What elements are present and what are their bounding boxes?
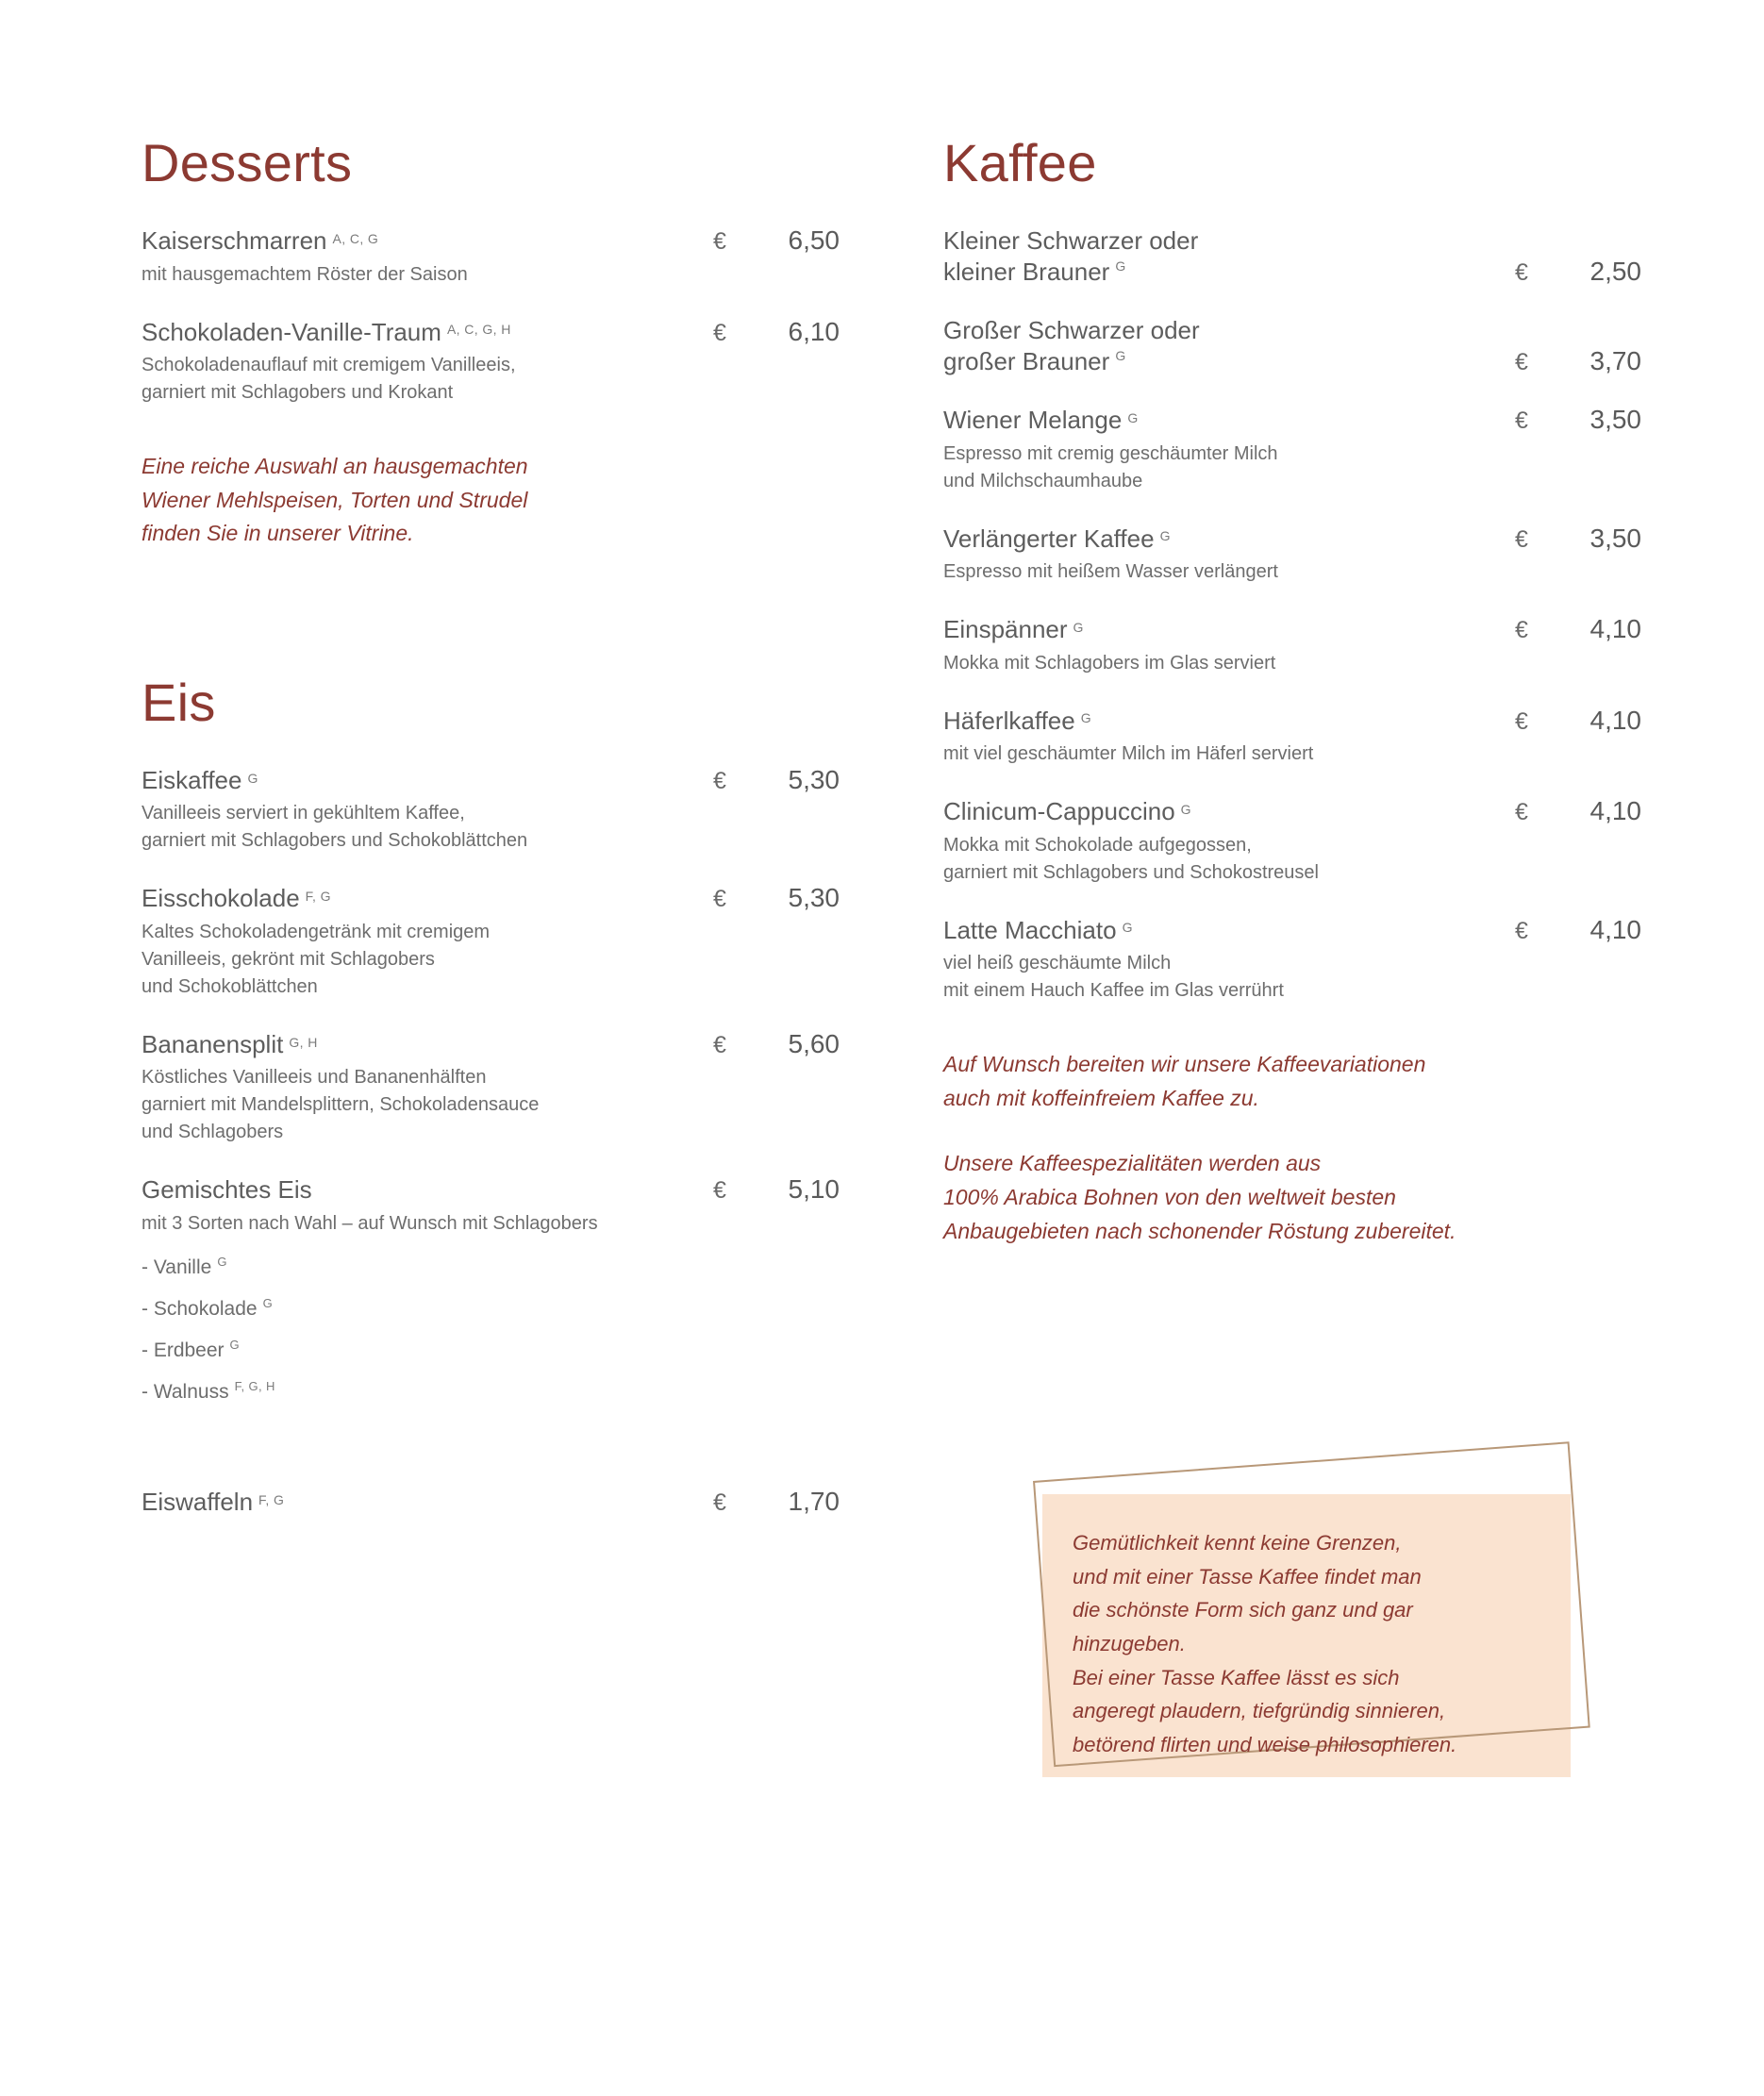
menu-item-description [141, 1210, 745, 1238]
allergen-codes: G [229, 1337, 241, 1352]
description-line: Köstliches Vanilleeis und Bananenhälften [141, 1067, 487, 1089]
currency-symbol: € [713, 1031, 726, 1058]
menu-item-name: Wiener Melange [943, 406, 1123, 434]
allergen-codes: G [1115, 347, 1126, 363]
allergen-codes: F, G [258, 1491, 285, 1507]
menu-item-head [141, 1487, 840, 1518]
quote-text [1073, 1526, 1554, 1761]
allergen-codes: G [1073, 619, 1084, 635]
menu-item-head [943, 796, 1641, 827]
flavor-option [141, 1338, 840, 1362]
menu-item [141, 317, 840, 408]
price-value: 1,70 [788, 1486, 840, 1516]
menu-item-name-wrap [141, 1174, 713, 1206]
menu-item-price [713, 765, 840, 795]
description-line: Schokoladenauflauf mit cremigem Vanilleeis, [141, 355, 516, 375]
menu-item-price [1515, 405, 1641, 435]
menu-item-price [1515, 524, 1641, 554]
price-value: 3,70 [1589, 346, 1641, 375]
description-line: und Schokoblättchen [141, 975, 318, 997]
menu-item [141, 883, 840, 1001]
menu-item-name: Verlängerter Kaffee [943, 524, 1155, 553]
currency-symbol: € [713, 1489, 726, 1516]
flavor-option [141, 1379, 840, 1404]
menu-item-description [943, 832, 1547, 887]
menu-item-name-line2 [943, 346, 1500, 377]
menu-item-head [943, 706, 1641, 737]
note-line: Anbaugebieten nach schonender Röstung zubereitet. [943, 1218, 1456, 1243]
price-value: 6,10 [788, 316, 840, 346]
menu-item-name: Schokoladen-Vanille-Traum [141, 317, 441, 346]
menu-item-name-wrap [943, 796, 1515, 827]
menu-item-description [141, 1064, 745, 1146]
menu-item [943, 405, 1641, 495]
section-eis [141, 672, 840, 1518]
price-value: 2,50 [1589, 257, 1641, 286]
menu-item-name-wrap [943, 706, 1515, 737]
menu-columns [141, 132, 1641, 1545]
description-line: garniert mit Schlagobers und Schokostreusel [943, 861, 1319, 883]
menu-item-name-line1: Großer Schwarzer oder [943, 316, 1200, 344]
currency-symbol: € [713, 228, 726, 255]
note-line: finden Sie in unserer Vitrine. [141, 521, 414, 546]
menu-item-name: Einspänner [943, 615, 1068, 643]
flavor-label: - Vanille [141, 1256, 212, 1278]
allergen-codes: G, H [289, 1034, 318, 1050]
page-title-desserts: Desserts [141, 133, 353, 192]
menu-item-head [141, 1029, 840, 1060]
menu-item-name-wrap [943, 524, 1515, 555]
currency-symbol: € [1515, 259, 1528, 286]
menu-item [141, 1174, 840, 1404]
menu-item-name-wrap [943, 405, 1515, 436]
price-value: 5,30 [788, 883, 840, 913]
currency-symbol: € [1515, 917, 1528, 944]
price-value: 5,30 [788, 764, 840, 794]
menu-item-head [141, 225, 840, 257]
menu-item-price [1515, 257, 1641, 287]
menu-item-name: Eisschokolade [141, 884, 300, 913]
allergen-codes: G [247, 770, 258, 786]
menu-item [943, 315, 1641, 376]
description-line: garniert mit Schlagobers und Krokant [141, 382, 454, 403]
desserts-note [141, 450, 840, 551]
description-line: Mokka mit Schokolade aufgegossen, [943, 834, 1252, 856]
quote-line: betörend flirten und weise philosophieren. [1073, 1732, 1457, 1756]
menu-item-price [713, 1029, 840, 1059]
menu-item-name-wrap [141, 317, 713, 348]
price-value: 3,50 [1589, 523, 1641, 553]
flavor-label: - Schokolade [141, 1297, 258, 1320]
currency-symbol: € [1515, 799, 1528, 825]
menu-item-name: Latte Macchiato [943, 915, 1117, 944]
menu-item-price [1515, 614, 1641, 644]
currency-symbol: € [713, 1177, 726, 1205]
currency-symbol: € [1515, 525, 1528, 553]
menu-item-head [943, 405, 1641, 436]
menu-item-name-wrap [943, 614, 1515, 645]
page-title-kaffee: Kaffee [943, 133, 1097, 192]
menu-item-name: Clinicum-Cappuccino [943, 797, 1175, 825]
price-value: 4,10 [1589, 796, 1641, 825]
allergen-codes: G [1115, 258, 1126, 274]
menu-item-price [1515, 796, 1641, 826]
description-line: viel heiß geschäumte Milch [943, 953, 1172, 973]
price-value: 4,10 [1589, 914, 1641, 944]
note-line: Unsere Kaffeespezialitäten werden aus [943, 1151, 1322, 1176]
allergen-codes: F, G [305, 889, 331, 905]
menu-item-price [1515, 346, 1641, 376]
menu-item-head [141, 317, 840, 348]
menu-item-name-wrap [141, 225, 713, 257]
description-line: und Milchschaumhaube [943, 470, 1143, 491]
menu-item-price [713, 1174, 840, 1205]
menu-item [141, 225, 840, 289]
description-line: mit 3 Sorten nach Wahl – auf Wunsch mit Schlagobers [141, 1212, 598, 1234]
menu-item-head [943, 315, 1641, 376]
note-line: Wiener Mehlspeisen, Torten und Strudel [141, 487, 528, 512]
menu-item-name: Eiswaffeln [141, 1487, 254, 1516]
allergen-codes: G [262, 1295, 274, 1310]
allergen-codes: F, G, H [234, 1378, 275, 1393]
quote-line: die schönste Form sich ganz und gar [1073, 1598, 1413, 1622]
menu-item-name-text: großer Brauner [943, 346, 1110, 375]
menu-item-name-line2 [943, 257, 1500, 288]
menu-item [141, 1029, 840, 1147]
description-line: und Schlagobers [141, 1122, 284, 1143]
price-value: 5,60 [788, 1028, 840, 1058]
kaffee-note-decaf [943, 1048, 1641, 1115]
flavor-label: - Walnuss [141, 1380, 229, 1403]
currency-symbol: € [713, 767, 726, 794]
menu-item-name-line1: Kleiner Schwarzer oder [943, 226, 1199, 255]
menu-item-price [1515, 706, 1641, 736]
menu-item [943, 225, 1641, 287]
allergen-codes: G [1159, 528, 1171, 544]
note-line: Eine reiche Auswahl an hausgemachten [141, 454, 528, 478]
price-value: 3,50 [1589, 405, 1641, 434]
currency-symbol: € [1515, 707, 1528, 735]
section-desserts [141, 132, 840, 551]
note-line: 100% Arabica Bohnen von den weltweit besten [943, 1184, 1396, 1209]
description-line: Vanilleeis, gekrönt mit Schlagobers [141, 948, 435, 970]
menu-item [943, 614, 1641, 677]
description-line: garniert mit Mandelsplittern, Schokoladensauce [141, 1094, 540, 1116]
currency-symbol: € [713, 886, 726, 913]
menu-item-price [713, 883, 840, 913]
quote-line: hinzugeben. [1073, 1631, 1186, 1655]
price-value: 4,10 [1589, 705, 1641, 735]
description-line: Espresso mit cremig geschäumter Milch [943, 442, 1278, 464]
allergen-codes: G [1127, 409, 1139, 425]
page-title-eis: Eis [141, 672, 216, 732]
menu-item-name-wrap [943, 915, 1515, 946]
quote-line: Bei einer Tasse Kaffee lässt es sich [1073, 1665, 1400, 1689]
menu-item-name: Häferlkaffee [943, 706, 1075, 735]
menu-item-name-wrap [141, 765, 713, 796]
menu-item-name-wrap [141, 1487, 713, 1518]
menu-item-description [141, 352, 745, 407]
menu-item-description [943, 441, 1547, 495]
menu-item-name-wrap [141, 1029, 713, 1060]
menu-item-description [141, 919, 745, 1001]
menu-item-name-wrap [141, 883, 713, 914]
menu-item-description [943, 650, 1547, 677]
item-spacer [141, 1432, 840, 1487]
menu-item-description [943, 740, 1547, 768]
currency-symbol: € [1515, 617, 1528, 643]
description-line: Mokka mit Schlagobers im Glas serviert [943, 652, 1276, 674]
menu-item-description [141, 261, 745, 289]
allergen-codes: G [217, 1254, 227, 1269]
flavor-label: - Erdbeer [141, 1339, 225, 1361]
right-column [943, 132, 1641, 1248]
allergen-codes: G [1122, 920, 1133, 936]
menu-item-head [141, 883, 840, 914]
menu-item-description [141, 800, 745, 855]
kaffee-note-arabica [943, 1147, 1641, 1248]
menu-item-name: Gemischtes Eis [141, 1175, 312, 1205]
menu-item [943, 524, 1641, 587]
menu-item [943, 915, 1641, 1006]
price-value: 6,50 [788, 225, 840, 255]
menu-item-head [943, 614, 1641, 645]
menu-item-price [713, 317, 840, 347]
description-line: mit hausgemachtem Röster der Saison [141, 263, 468, 285]
menu-item-name-wrap [943, 315, 1515, 376]
menu-item-name: Eiskaffee [141, 765, 242, 794]
menu-item [943, 706, 1641, 769]
menu-item-head [141, 1174, 840, 1206]
menu-item-head [943, 225, 1641, 287]
description-line: garniert mit Schlagobers und Schokoblättchen [141, 830, 528, 852]
menu-item-price [1515, 915, 1641, 945]
section-spacer [141, 551, 840, 672]
price-value: 4,10 [1589, 614, 1641, 643]
left-column [141, 132, 840, 1545]
menu-item-price [713, 225, 840, 256]
quote-line: Gemütlichkeit kennt keine Grenzen, [1073, 1531, 1402, 1555]
description-line: Kaltes Schokoladengetränk mit cremigem [141, 921, 491, 942]
note-line: auch mit koffeinfreiem Kaffee zu. [943, 1085, 1259, 1110]
allergen-codes: A, C, G [332, 230, 379, 246]
section-kaffee [943, 132, 1641, 1248]
menu-item-price [713, 1487, 840, 1517]
currency-symbol: € [713, 319, 726, 346]
menu-item [141, 765, 840, 856]
price-value: 5,10 [788, 1174, 840, 1205]
description-line: Espresso mit heißem Wasser verlängert [943, 561, 1278, 582]
menu-item-name: Kaiserschmarren [141, 226, 327, 255]
menu-item-description [943, 558, 1547, 586]
flavor-option [141, 1296, 840, 1321]
description-line: mit viel geschäumter Milch im Häferl serviert [943, 743, 1314, 764]
quote-line: und mit einer Tasse Kaffee findet man [1073, 1564, 1422, 1589]
menu-item-name: Bananensplit [141, 1029, 284, 1058]
menu-item-name-text: kleiner Brauner [943, 257, 1110, 286]
flavor-option [141, 1255, 840, 1279]
description-line: mit einem Hauch Kaffee im Glas verrührt [943, 980, 1284, 1001]
menu-item-description [943, 950, 1547, 1005]
description-line: Vanilleeis serviert in gekühltem Kaffee, [141, 803, 465, 824]
allergen-codes: G [1180, 801, 1191, 817]
currency-symbol: € [1515, 408, 1528, 434]
menu-item-head [141, 765, 840, 796]
allergen-codes: G [1080, 710, 1092, 726]
allergen-codes: A, C, G, H [446, 322, 511, 338]
menu-item [943, 796, 1641, 887]
menu-item-head [943, 915, 1641, 946]
currency-symbol: € [1515, 349, 1528, 375]
menu-item [141, 1487, 840, 1518]
quote-line: angeregt plaudern, tiefgründig sinnieren, [1073, 1699, 1446, 1723]
menu-item-head [943, 524, 1641, 555]
menu-item-name-wrap [943, 225, 1515, 287]
note-line: Auf Wunsch bereiten wir unsere Kaffeevariationen [943, 1052, 1426, 1076]
quote-box [1033, 1481, 1580, 1792]
